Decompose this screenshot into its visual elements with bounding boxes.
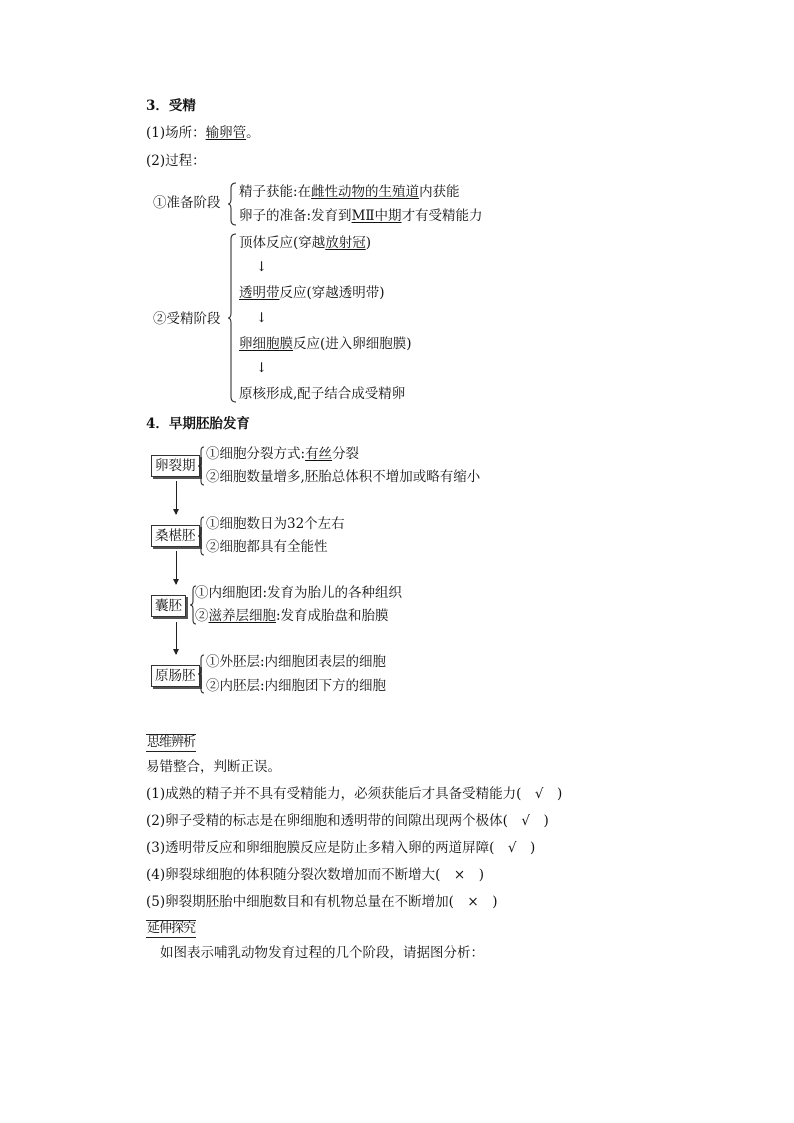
cleavage-line-2: ②细胞数量增多,胚胎总体积不增加或略有缩小 <box>206 469 481 485</box>
stage-box-gastrula: 原肠胚 <box>151 665 200 687</box>
stage-box-blastocyst: 囊胚 <box>151 595 186 617</box>
flow-arrow-2 <box>176 551 177 584</box>
prep-l1-b: 雌性动物的生殖道 <box>311 184 420 200</box>
cleavage-line-1 <box>206 445 359 463</box>
prep-line-1 <box>239 183 460 201</box>
prep-l1-a: 精子获能:在 <box>239 184 312 200</box>
stage-box-cleavage: 卵裂期 <box>151 455 200 477</box>
cleavage-brace <box>198 446 206 486</box>
prep-l2-b: MⅡ中期 <box>351 208 402 224</box>
down-arrow-1: ↓ <box>256 259 268 275</box>
gastrula-line-2: ②内胚层:内细胞团下方的细胞 <box>206 678 387 694</box>
fert-s1-b: 放射冠 <box>325 235 366 251</box>
fert-step-pronucleus: 原核形成,配子结合成受精卵 <box>239 386 406 402</box>
gastrula-brace <box>198 654 206 694</box>
blastocyst-l2-c: :发育成胎盘和胎膜 <box>276 608 389 624</box>
think-intro: 易错整合，判断正误。 <box>146 759 281 775</box>
place-value: 输卵管 <box>205 125 247 141</box>
morula-brace <box>198 516 206 556</box>
morula-line-2: ②细胞都具有全能性 <box>206 539 328 555</box>
process-label: (2)过程： <box>146 153 206 169</box>
blastocyst-l2-b: 滋养层细胞 <box>208 608 276 624</box>
prep-line-2 <box>239 207 483 225</box>
think-item-5: (5)卵裂期胚胎中细胞数目和有机物总量在不断增加( × ) <box>146 894 498 910</box>
fert-s3-a: 卵细胞膜 <box>239 336 293 352</box>
prep-l1-c: 内获能 <box>419 184 460 200</box>
cleavage-l1-c: 分裂 <box>332 446 360 462</box>
fert-s1-c: ) <box>365 235 372 251</box>
think-item-3: (3)透明带反应和卵细胞膜反应是防止多精入卵的两道屏障( √ ) <box>146 840 536 856</box>
fert-s2-b: 反应(穿越透明带) <box>279 285 385 301</box>
place-suffix: 。 <box>246 125 260 141</box>
morula-line-1: ①细胞数日为32个左右 <box>206 516 345 532</box>
stage-box-morula: 桑椹胚 <box>151 525 200 547</box>
think-item-1: (1)成熟的精子并不具有受精能力，必须获能后才具备受精能力( √ ) <box>146 786 563 802</box>
gastrula-line-1: ①外胚层:内细胞团表层的细胞 <box>206 654 387 670</box>
prep-l2-c: 才有受精能力 <box>401 208 483 224</box>
blastocyst-line-2 <box>195 607 389 625</box>
prep-l2-a: 卵子的准备:发育到 <box>239 208 352 224</box>
fert-brace <box>228 233 238 403</box>
section-3-title: 3．受精 <box>146 98 196 114</box>
down-arrow-3: ↓ <box>256 360 268 376</box>
place-prefix: (1)场所： <box>146 125 206 141</box>
fert-step-acrosome <box>239 234 371 252</box>
blastocyst-line-1: ①内细胞团:发育为胎儿的各种组织 <box>195 585 403 601</box>
think-tag: 思维辨析 <box>147 735 196 750</box>
cleavage-l1-b: 有丝 <box>305 446 333 462</box>
prep-brace <box>228 182 238 226</box>
cleavage-l1-a: ①细胞分裂方式: <box>206 446 306 462</box>
think-item-2: (2)卵子受精的标志是在卵细胞和透明带的间隙出现两个极体( √ ) <box>146 813 549 829</box>
fert-s2-a: 透明带 <box>239 285 280 301</box>
fert-step-membrane <box>239 335 412 353</box>
fert-step-zona <box>239 284 385 302</box>
fert-stage-label: ②受精阶段 <box>153 311 221 327</box>
extend-text: 如图表示哺乳动物发育过程的几个阶段，请据图分析： <box>160 945 484 961</box>
flow-arrow-3 <box>176 622 177 654</box>
prep-stage-label: ①准备阶段 <box>153 195 221 211</box>
extend-tag: 延伸探究 <box>147 921 196 936</box>
section-4-title: 4．早期胚胎发育 <box>146 416 250 432</box>
flow-arrow-1 <box>176 481 177 514</box>
fert-s1-a: 顶体反应(穿越 <box>239 235 326 251</box>
blastocyst-l2-a: ② <box>195 608 209 624</box>
fert-s3-b: 反应(进入卵细胞膜) <box>293 336 412 352</box>
down-arrow-2: ↓ <box>256 310 268 326</box>
think-item-4: (4)卵裂球细胞的体积随分裂次数增加而不断增大( × ) <box>146 867 484 883</box>
fertilization-place <box>146 124 260 142</box>
